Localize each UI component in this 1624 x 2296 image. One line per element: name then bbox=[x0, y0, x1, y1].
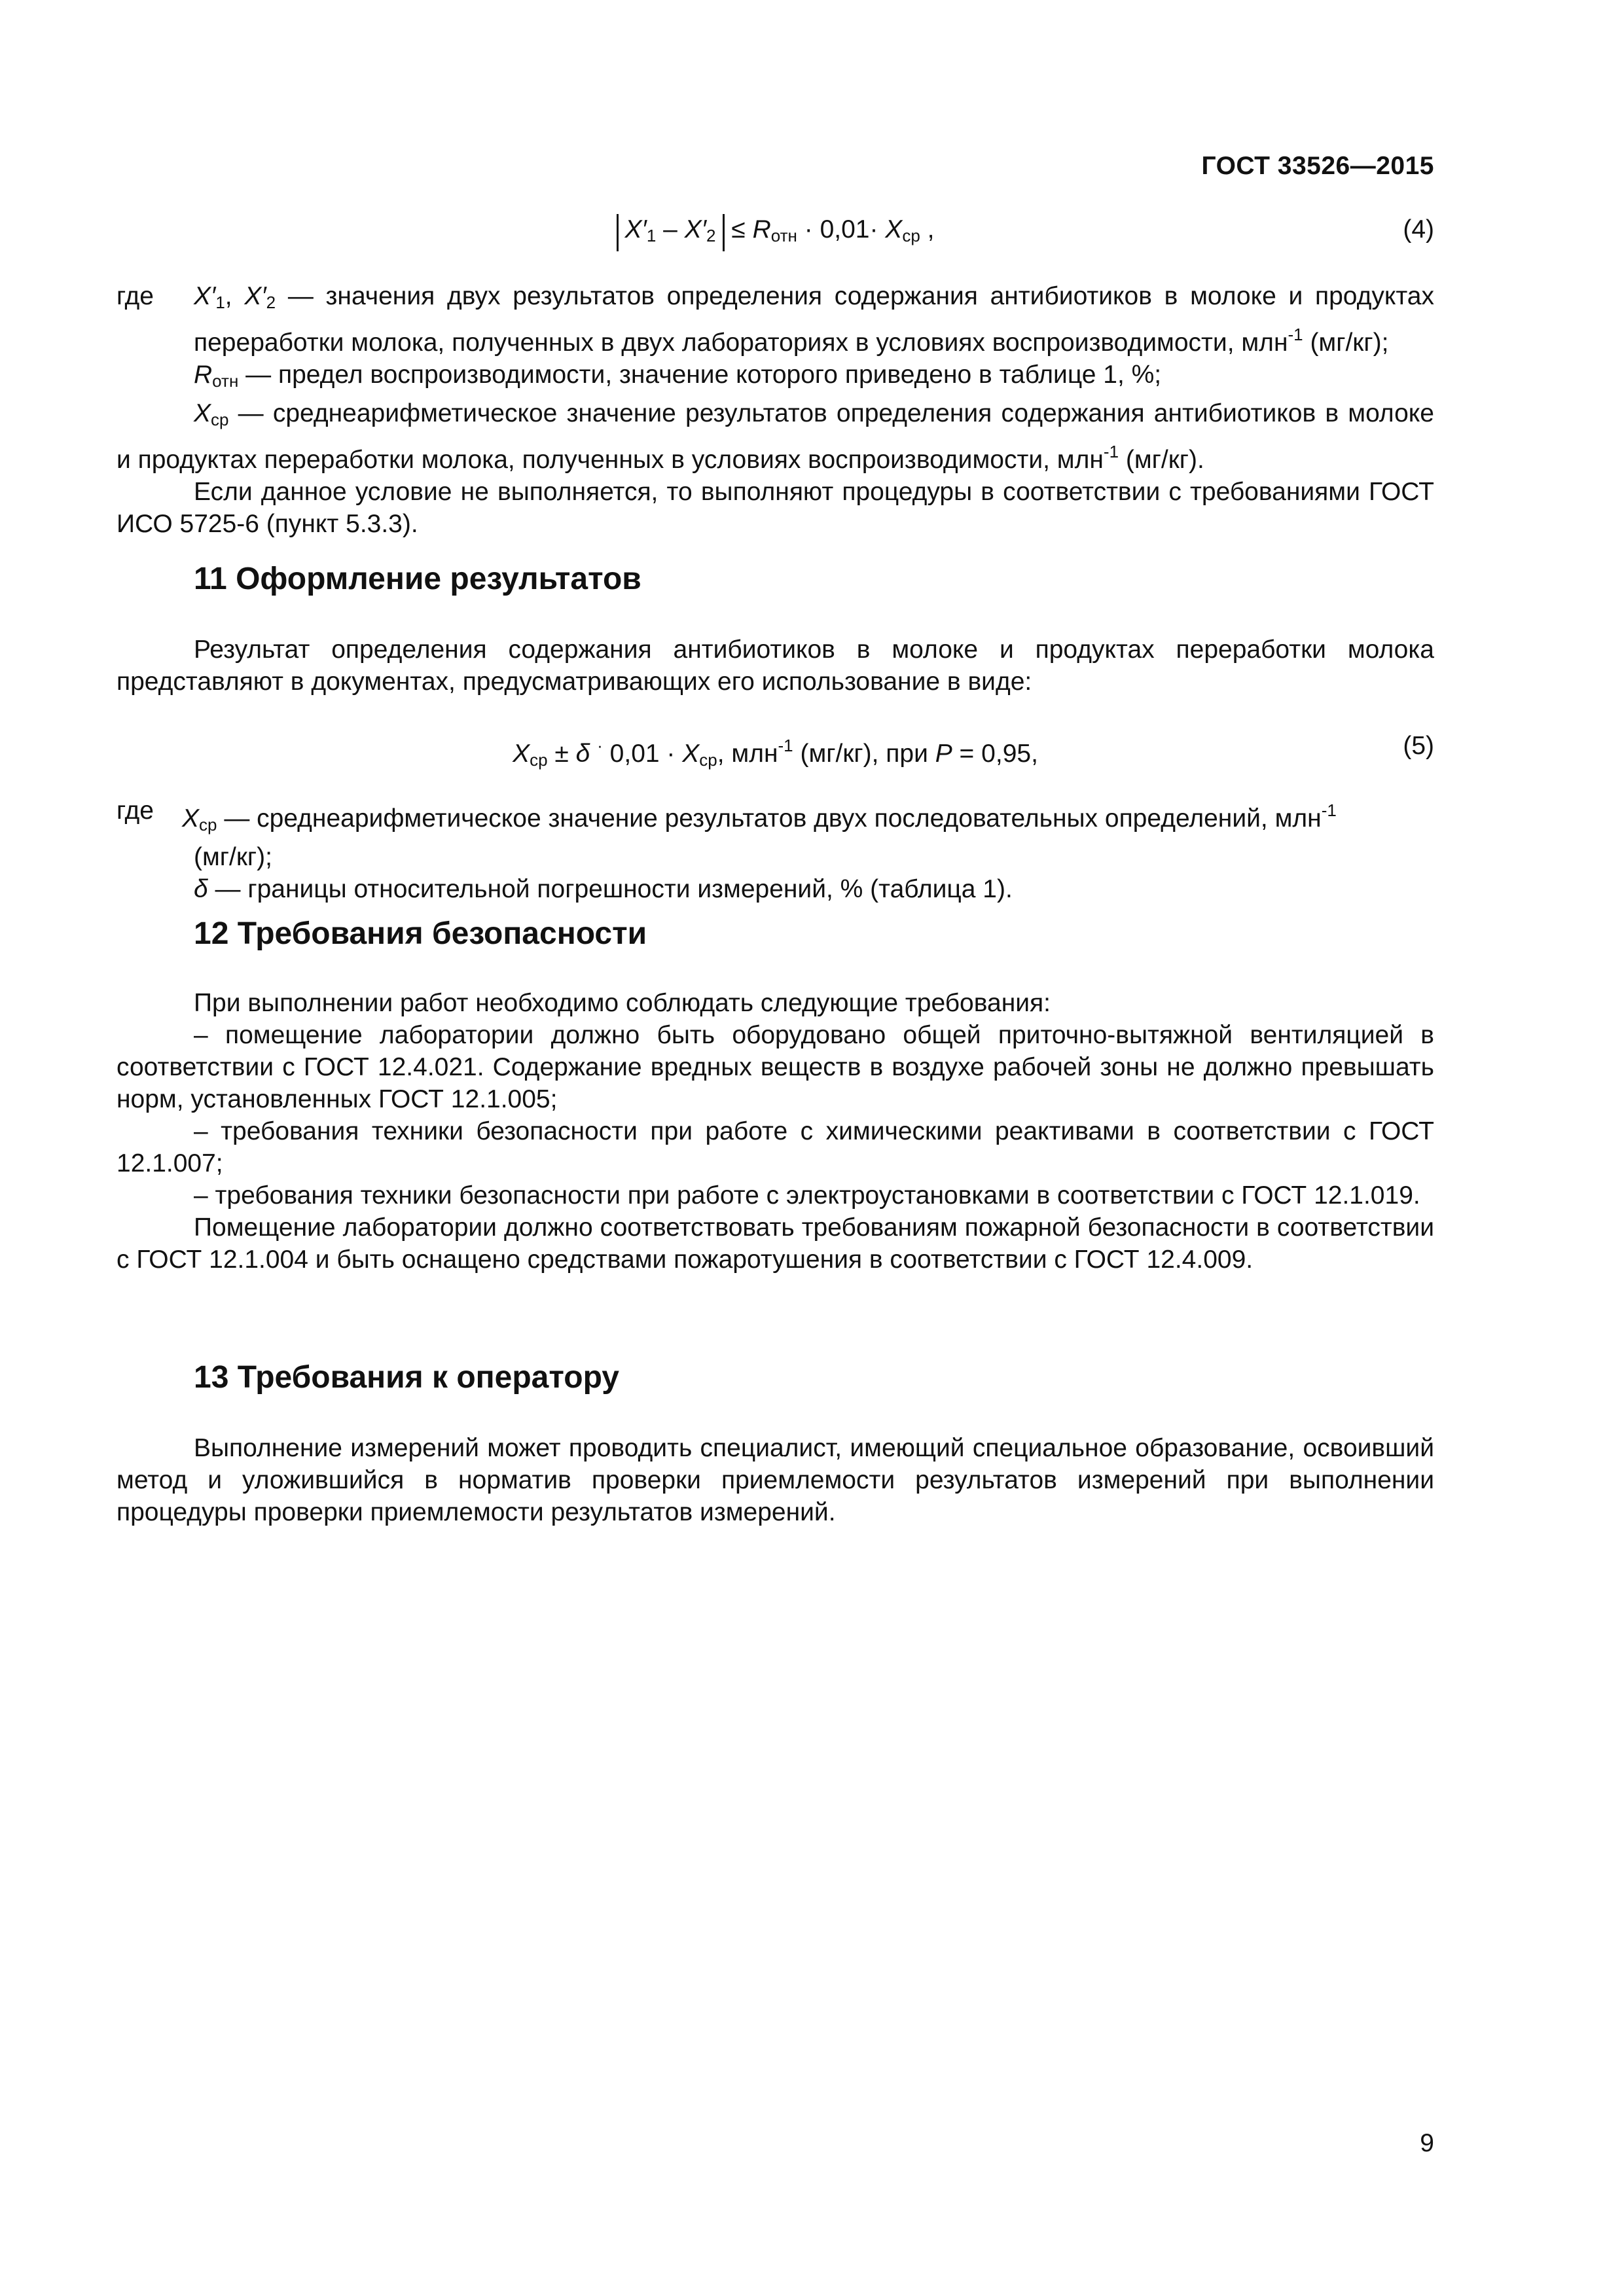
gde-label: где bbox=[117, 282, 154, 310]
gde-label-5: где bbox=[117, 797, 154, 825]
legend-x-cp-5: где $X_{ср}$ — среднеарифметическое значение результатов двух последовательных определений, млн$^{-1}$ bbox=[117, 795, 1434, 841]
condition-paragraph: Если данное условие не выполняется, то выполняют процедуры в соответствии с требованиями ГОСТ ИСО 5725-6 (пункт 5.3.3). bbox=[117, 478, 1434, 538]
section-13-body bbox=[117, 1432, 1434, 1528]
section-13-title: 13 Требования к оператору bbox=[194, 1360, 619, 1395]
formula-4-expression: $X'_1 - X'_2 \le R_{отн} \cdot 0,01\cdot X_{ср}$ , bbox=[117, 213, 1434, 252]
section-13 bbox=[117, 1361, 1434, 1393]
section-11-title: 11 Оформление результатов bbox=[194, 562, 641, 596]
legend-x1-x2-text: — значения двух результатов определения содержания антибиотиков в молоке и продуктах переработки молока, полученных в двух лабораториях в условиях воспроизводимости, млн bbox=[194, 282, 1434, 357]
formula-5-number: (5) bbox=[1403, 732, 1434, 760]
legend-x-cp-5-tail: (мг/кг); bbox=[194, 843, 272, 871]
section-12-intro: При выполнении работ необходимо соблюдать следующие требования: bbox=[194, 989, 1051, 1017]
formula-4-legend bbox=[117, 280, 1434, 540]
formula-4 bbox=[117, 213, 1434, 250]
section-11-intro: Результат определения содержания антибиотиков в молоке и продуктах переработки молока представляют в документах, предусматривающих его использование в виде: bbox=[117, 636, 1434, 696]
document-code-header: ГОСТ 33526—2015 bbox=[1201, 152, 1434, 180]
formula-4-number: (4) bbox=[1403, 215, 1434, 243]
section-12-body bbox=[117, 987, 1434, 1276]
formula-5-expression: $X_{ср} \pm \delta$ · $0,01 \cdot X_{ср}$, млн$^{-1}$ (мг/кг), при P = 0,95, bbox=[513, 736, 1038, 770]
legend-r-otn: $R_{отн}$ — предел воспроизводимости, значение которого приведено в таблице 1, %; bbox=[194, 361, 1162, 391]
formula-5-block bbox=[117, 730, 1434, 770]
section-12-item-2: – требования техники безопасности при работе с химическими реактивами в соответствии с ГОСТ 12.1.007; bbox=[117, 1117, 1434, 1177]
legend-x-cp: $X_{ср}$ — среднеарифметическое значение результатов определения содержания антибиотиков в молоке и продуктах переработки молока, полученных в условиях воспроизводимости, млн$^{-1}$ (мг/кг). bbox=[117, 399, 1434, 474]
section-12 bbox=[117, 918, 1434, 950]
legend-delta: δ — границы относительной погрешности измерений, % (таблица 1). bbox=[194, 875, 1013, 903]
section-12-fire: Помещение лаборатории должно соответствовать требованиям пожарной безопасности в соответствии с ГОСТ 12.1.004 и быть оснащено средствами пожаротушения в соответствии с ГОСТ 12.4.009. bbox=[117, 1213, 1434, 1274]
section-12-item-1: – помещение лаборатории должно быть оборудовано общей приточно-вытяжной вентиляцией в соответствии с ГОСТ 12.4.021. Содержание вредных веществ в воздухе рабочей зоны не должно превышать норм, установленных ГОСТ 12.1.005; bbox=[117, 1021, 1434, 1113]
legend-x1-x2: где $X'_1$, $X'_2$ — значения двух результатов определения содержания антибиотиков в молоке и продуктах переработки молока, полученных в двух лабораториях в условиях воспроизводимости, млн$^{-1}$ (мг/кг); bbox=[117, 280, 1434, 359]
formula-4-block bbox=[117, 213, 1434, 250]
section-11 bbox=[117, 563, 1434, 595]
page-number: 9 bbox=[1420, 2129, 1434, 2157]
section-13-text: Выполнение измерений может проводить специалист, имеющий специальное образование, освоивший метод и уложившийся в норматив проверки приемлемости результатов измерений при выполнении процедуры проверки приемлемости результатов измерений. bbox=[117, 1434, 1434, 1526]
formula-5-legend bbox=[117, 795, 1434, 905]
section-12-title: 12 Требования безопасности bbox=[194, 916, 647, 951]
section-11-body bbox=[117, 634, 1434, 698]
section-12-item-3: – требования техники безопасности при работе с электроустановками в соответствии с ГОСТ 12.1.019. bbox=[194, 1181, 1420, 1210]
formula-5 bbox=[117, 730, 1434, 770]
